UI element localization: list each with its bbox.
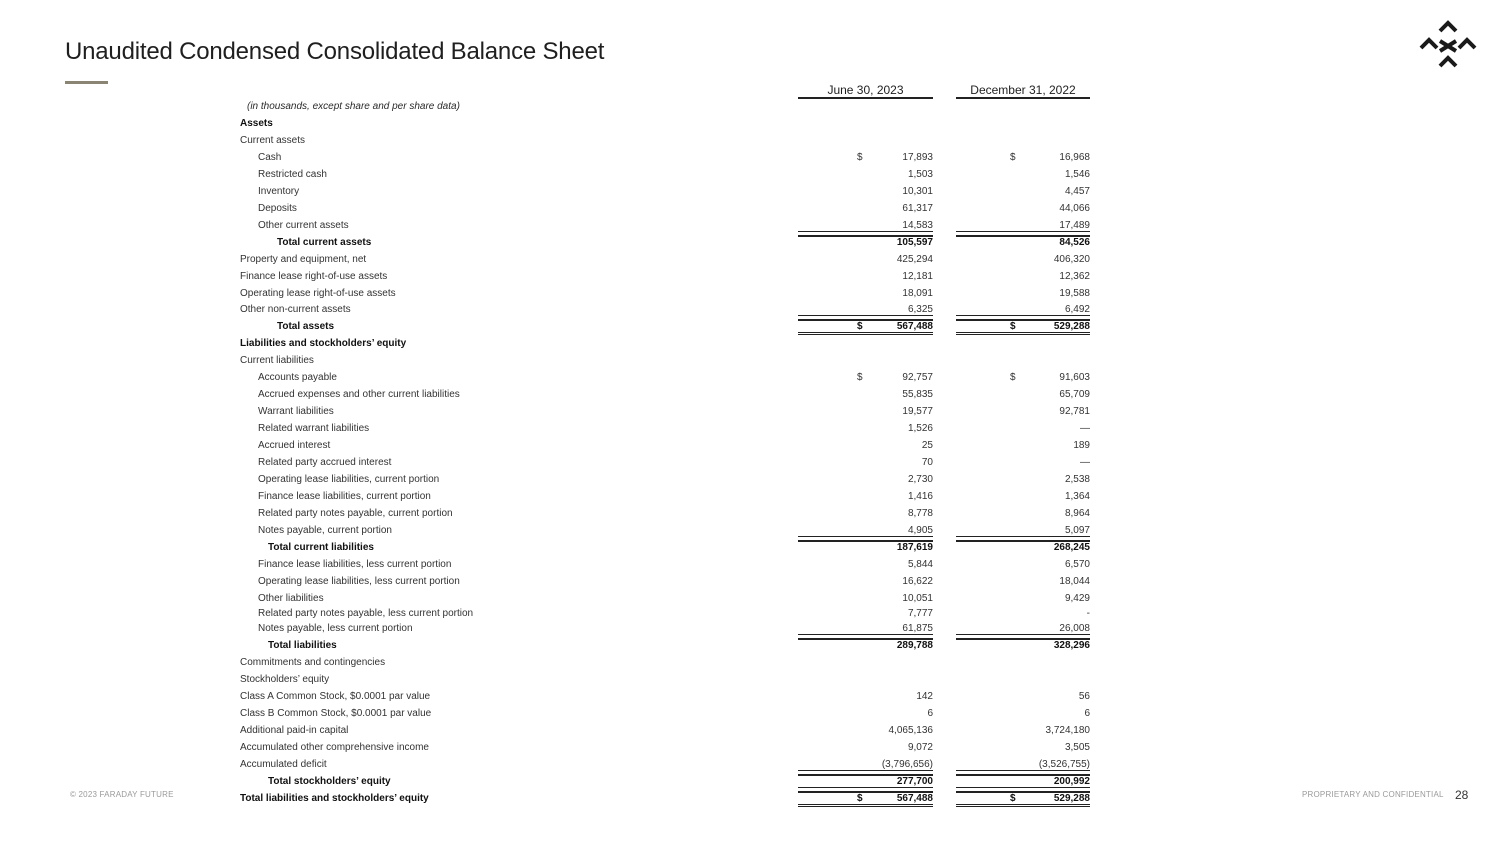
- row-label: Stockholders’ equity: [240, 674, 330, 686]
- value-june-2023: 1,526: [907, 423, 933, 435]
- row-label: Operating lease right-of-use assets: [240, 287, 396, 299]
- footer-confidential: PROPRIETARY AND CONFIDENTIAL: [1302, 790, 1444, 799]
- row-label: Other liabilities: [258, 592, 324, 604]
- value-june-2023: 61,317: [902, 202, 933, 214]
- row-label: Liabilities and stockholders’ equity: [240, 338, 407, 350]
- table-row: [0, 540, 1500, 557]
- row-label: Related party notes payable, current portion: [258, 507, 453, 519]
- row-label: Related warrant liabilities: [258, 423, 370, 435]
- table-row: [0, 353, 1500, 370]
- value-june-2023: 12,181: [902, 270, 933, 282]
- value-june-2023: 55,835: [902, 389, 933, 401]
- table-row: [0, 438, 1500, 455]
- value-june-2023: 142: [916, 691, 933, 702]
- row-label: Total current liabilities: [268, 541, 374, 553]
- table-row: [0, 319, 1500, 336]
- dollar-sign: $: [1010, 321, 1016, 333]
- row-label: Current assets: [240, 134, 306, 146]
- value-december-2022: -: [1086, 607, 1090, 619]
- value-june-2023: 105,597: [798, 235, 933, 248]
- table-row: [0, 706, 1500, 723]
- table-row: [0, 638, 1500, 655]
- row-label: Other non-current assets: [240, 304, 351, 316]
- table-row: [0, 621, 1500, 638]
- table-row: [0, 672, 1500, 689]
- value-december-2022: 19,588: [1059, 287, 1090, 299]
- column-header-december-2022: December 31, 2022: [956, 83, 1090, 99]
- value-december-2022: 1,364: [1064, 490, 1090, 502]
- table-row: [0, 167, 1500, 184]
- value-june-2023: 4,065,136: [888, 724, 933, 736]
- row-label: Total liabilities and stockholders’ equity: [240, 792, 429, 804]
- page-title: Unaudited Condensed Consolidated Balance Sheet: [65, 38, 605, 65]
- value-december-2022: 9,429: [1064, 592, 1090, 604]
- value-december-2022: 65,709: [1059, 389, 1090, 401]
- table-row: [0, 201, 1500, 218]
- dollar-sign: $: [1010, 792, 1016, 804]
- value-december-2022: 406,320: [1053, 253, 1090, 265]
- value-june-2023: 10,051: [902, 592, 933, 604]
- footer-copyright: © 2023 FARADAY FUTURE: [70, 790, 174, 799]
- value-december-2022: 2,538: [1064, 473, 1090, 485]
- table-row: [0, 252, 1500, 269]
- dollar-sign: $: [857, 792, 863, 804]
- value-june-2023: 70: [921, 457, 933, 468]
- value-december-2022: 17,489: [956, 220, 1090, 232]
- table-row: [0, 489, 1500, 506]
- value-june-2023: 277,700: [798, 774, 933, 788]
- value-june-2023: 6: [927, 707, 933, 719]
- row-label: Deposits: [258, 202, 297, 214]
- table-row: [0, 133, 1500, 150]
- table-row: [0, 286, 1500, 303]
- table-row: [0, 557, 1500, 574]
- value-june-2023: 10,301: [902, 185, 933, 197]
- value-december-2022: 529,288: [956, 319, 1090, 335]
- value-december-2022: 328,296: [956, 638, 1090, 651]
- value-june-2023: 1,503: [907, 168, 933, 180]
- value-june-2023: 92,757: [902, 372, 933, 384]
- row-label: Warrant liabilities: [258, 406, 334, 418]
- value-december-2022: 4,457: [1064, 185, 1090, 197]
- value-june-2023: 4,905: [798, 525, 933, 537]
- value-june-2023: 17,893: [902, 151, 933, 163]
- value-june-2023: 16,622: [902, 575, 933, 587]
- row-label: Commitments and contingencies: [240, 657, 386, 669]
- units-note: (in thousands, except share and per share data): [247, 101, 460, 112]
- value-june-2023: 5,844: [907, 558, 933, 570]
- row-label: Class A Common Stock, $0.0001 par value: [240, 691, 431, 702]
- value-june-2023: 187,619: [798, 540, 933, 553]
- title-accent-bar: [65, 81, 108, 84]
- row-label: Accrued expenses and other current liabilities: [258, 389, 460, 401]
- row-label: Finance lease liabilities, current portion: [258, 490, 431, 502]
- table-row: [0, 506, 1500, 523]
- row-label: Inventory: [258, 185, 300, 197]
- row-label: Accumulated deficit: [240, 758, 327, 770]
- row-label: Operating lease liabilities, current portion: [258, 473, 440, 485]
- row-label: Cash: [258, 151, 282, 163]
- value-december-2022: —: [1080, 457, 1090, 468]
- value-december-2022: 16,968: [1059, 151, 1090, 163]
- row-label: Property and equipment, net: [240, 253, 367, 265]
- value-december-2022: 3,724,180: [1045, 724, 1090, 736]
- value-june-2023: (3,796,656): [798, 759, 933, 771]
- value-december-2022: 529,288: [956, 791, 1090, 807]
- row-label: Assets: [240, 118, 273, 129]
- value-december-2022: 1,546: [1064, 168, 1090, 180]
- table-row: [0, 421, 1500, 438]
- row-label: Restricted cash: [258, 168, 327, 180]
- value-december-2022: 5,097: [956, 525, 1090, 537]
- row-label: Accrued interest: [258, 440, 331, 452]
- row-label: Notes payable, less current portion: [258, 623, 413, 635]
- table-row: [0, 235, 1500, 252]
- row-label: Finance lease liabilities, less current portion: [258, 558, 452, 570]
- value-december-2022: 91,603: [1059, 372, 1090, 384]
- value-june-2023: 7,777: [907, 607, 933, 619]
- value-june-2023: 425,294: [896, 253, 933, 265]
- value-december-2022: 6: [1084, 707, 1090, 719]
- row-label: Total assets: [277, 321, 335, 333]
- row-label: Total stockholders’ equity: [268, 775, 391, 787]
- dollar-sign: $: [857, 151, 863, 163]
- value-december-2022: 268,245: [956, 540, 1090, 553]
- row-label: Related party accrued interest: [258, 457, 392, 468]
- value-december-2022: 6,570: [1064, 558, 1090, 570]
- table-row: [0, 116, 1500, 133]
- dollar-sign: $: [857, 372, 863, 384]
- page-number: 28: [1455, 788, 1469, 802]
- table-row: [0, 723, 1500, 740]
- value-june-2023: 8,778: [907, 507, 933, 519]
- table-row: [0, 655, 1500, 672]
- value-december-2022: 6,492: [956, 304, 1090, 316]
- value-december-2022: 56: [1078, 691, 1090, 702]
- table-row: [0, 774, 1500, 791]
- value-december-2022: 84,526: [956, 235, 1090, 248]
- table-row: [0, 302, 1500, 319]
- table-row: [0, 757, 1500, 774]
- row-label: Notes payable, current portion: [258, 524, 392, 536]
- value-june-2023: 61,875: [798, 623, 933, 635]
- dollar-sign: $: [1010, 151, 1016, 163]
- table-row: [0, 791, 1500, 808]
- value-june-2023: 9,072: [907, 741, 933, 753]
- table-row: [0, 336, 1500, 353]
- value-december-2022: 92,781: [1059, 406, 1090, 418]
- column-header-june-2023: June 30, 2023: [798, 83, 933, 99]
- row-label: Total current assets: [277, 236, 372, 248]
- row-label: Class B Common Stock, $0.0001 par value: [240, 707, 432, 719]
- table-row: [0, 574, 1500, 591]
- value-june-2023: 567,488: [798, 791, 933, 807]
- table-row: [0, 404, 1500, 421]
- table-row: [0, 740, 1500, 757]
- dollar-sign: $: [857, 321, 863, 333]
- table-row: [0, 387, 1500, 404]
- faraday-future-logo-icon: [1415, 20, 1485, 70]
- value-december-2022: 12,362: [1059, 270, 1090, 282]
- value-december-2022: —: [1080, 423, 1090, 435]
- table-row: [0, 370, 1500, 387]
- table-row: [0, 455, 1500, 472]
- row-label: Operating lease liabilities, less current portion: [258, 575, 460, 587]
- value-december-2022: 3,505: [1064, 741, 1090, 753]
- table-row: [0, 472, 1500, 489]
- value-december-2022: 8,964: [1064, 507, 1090, 519]
- value-june-2023: 14,583: [798, 220, 933, 232]
- row-label: Other current assets: [258, 219, 349, 231]
- table-row: [0, 689, 1500, 706]
- row-label: Total liabilities: [268, 640, 337, 652]
- value-december-2022: 18,044: [1059, 575, 1090, 587]
- value-june-2023: 19,577: [902, 406, 933, 418]
- row-label: Accounts payable: [258, 372, 337, 384]
- value-june-2023: 567,488: [798, 319, 933, 335]
- table-row: [0, 523, 1500, 540]
- value-december-2022: 26,008: [956, 623, 1090, 635]
- dollar-sign: $: [1010, 372, 1016, 384]
- value-december-2022: 200,992: [956, 774, 1090, 788]
- value-june-2023: 6,325: [798, 304, 933, 316]
- row-label: Accumulated other comprehensive income: [240, 741, 429, 753]
- table-row: [0, 269, 1500, 286]
- value-june-2023: 25: [921, 440, 933, 452]
- value-december-2022: 44,066: [1059, 202, 1090, 214]
- table-row: [0, 150, 1500, 167]
- row-label: Current liabilities: [240, 355, 314, 367]
- value-december-2022: (3,526,755): [956, 759, 1090, 771]
- row-label: Additional paid-in capital: [240, 724, 349, 736]
- value-december-2022: 189: [1073, 440, 1090, 452]
- table-row: [0, 184, 1500, 201]
- value-june-2023: 18,091: [902, 287, 933, 299]
- value-june-2023: 1,416: [907, 490, 933, 502]
- value-june-2023: 2,730: [907, 473, 933, 485]
- table-row: [0, 218, 1500, 235]
- row-label: Related party notes payable, less current portion: [258, 607, 474, 619]
- value-june-2023: 289,788: [798, 638, 933, 651]
- row-label: Finance lease right-of-use assets: [240, 270, 388, 282]
